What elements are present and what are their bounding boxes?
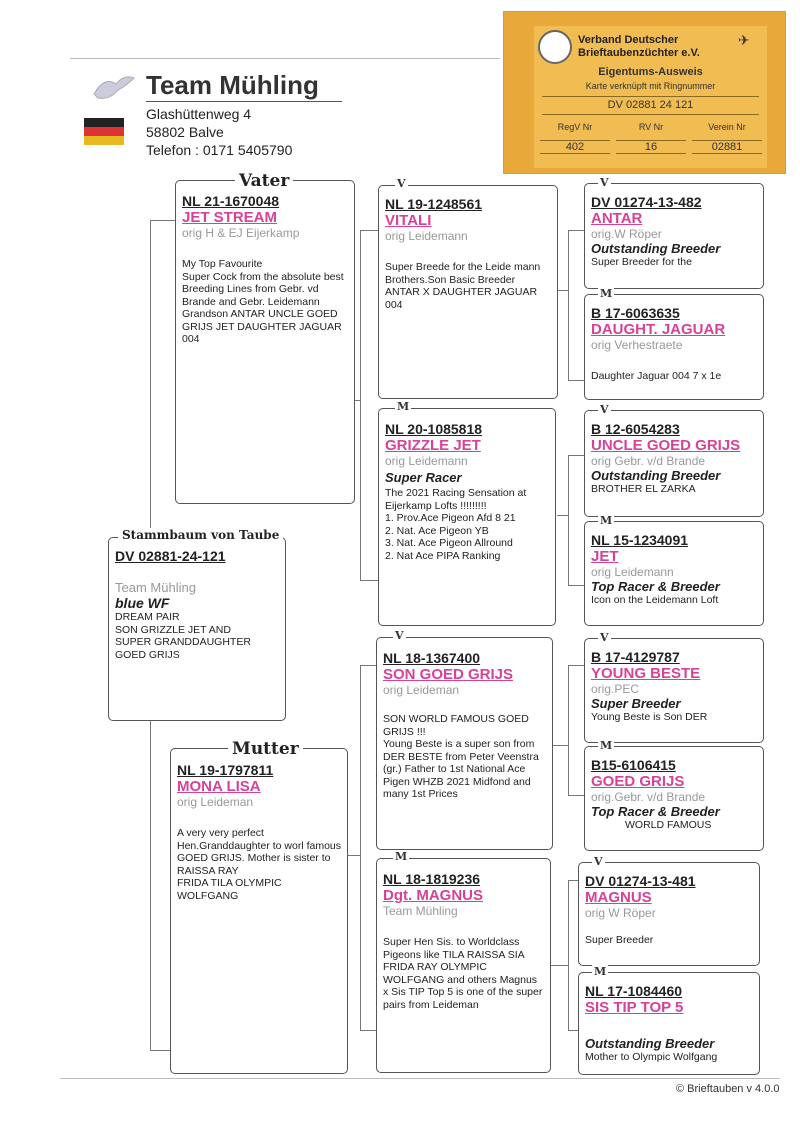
mmm-desc: Mother to Olympic Wolfgang: [585, 1051, 718, 1063]
connector: [150, 220, 176, 221]
mf-ring: NL 18-1367400: [383, 650, 481, 666]
fmf-title: Outstanding Breeder: [591, 468, 721, 483]
fmm-title: Top Racer & Breeder: [591, 579, 720, 594]
subject-color: blue WF: [115, 595, 170, 611]
connector: [568, 230, 584, 231]
fm-box[interactable]: [378, 408, 556, 626]
mfm-sym: M: [600, 739, 613, 752]
mmf-sym: V: [594, 855, 603, 868]
mfm-box[interactable]: [584, 746, 764, 851]
mm-ring: NL 18-1819236: [383, 871, 481, 887]
mmf-breeder: orig W Röper: [585, 906, 656, 920]
connector: [568, 455, 569, 585]
ownership-card: [503, 11, 786, 174]
ffm-ring: B 17-6063635: [591, 305, 680, 321]
mfm-ring: B15-6106415: [591, 757, 676, 773]
footer-rule: [60, 1078, 780, 1079]
mff-name: YOUNG BESTE: [591, 665, 701, 682]
connector: [360, 580, 378, 581]
connector: [568, 585, 584, 586]
card-verein-value: 02881: [692, 140, 762, 154]
fmm-ring: NL 15-1234091: [591, 532, 689, 548]
father-box[interactable]: [175, 180, 355, 504]
mfm-name: GOED GRIJS: [591, 773, 685, 790]
connector: [360, 1030, 376, 1031]
mff-sym: V: [600, 631, 609, 644]
mfm-title: Top Racer & Breeder: [591, 804, 720, 819]
fmf-box[interactable]: [584, 410, 764, 517]
ff-ring: NL 19-1248561: [385, 196, 483, 212]
fmm-sym: M: [600, 514, 613, 527]
mff-breeder: orig.PEC: [591, 682, 640, 696]
card-emblem-icon: [538, 30, 572, 64]
connector: [150, 720, 151, 1050]
mff-ring: B 17-4129787: [591, 649, 680, 665]
card-subtitle: Karte verknüpft mit Ringnummer: [585, 81, 716, 91]
fmm-name: JET: [591, 548, 619, 565]
card-org-line1: Verband Deutscher: [578, 34, 679, 46]
mf-box[interactable]: [376, 637, 553, 850]
subject-owner: Team Mühling: [115, 580, 196, 595]
card-rv-label: RV Nr: [638, 122, 664, 132]
mmf-ring: DV 01274-13-481: [585, 873, 696, 889]
mmm-name: SIS TIP TOP 5: [585, 999, 684, 1016]
team-name-underline: [146, 101, 342, 102]
mmm-title: Outstanding Breeder: [585, 1036, 715, 1051]
fmf-breeder: orig Gebr. v/d Brande: [591, 454, 706, 468]
subject-desc: DREAM PAIR SON GRIZZLE JET AND SUPER GRANDDAUGHTER GOED GRIJS: [115, 611, 251, 661]
connector: [568, 880, 569, 1030]
ffm-box[interactable]: [584, 294, 764, 400]
mmf-box[interactable]: [578, 862, 760, 966]
mmm-box[interactable]: [578, 972, 760, 1075]
ffm-sym: M: [600, 287, 613, 300]
card-ring: DV 02881 24 121: [607, 99, 694, 111]
card-org-line2: Brieftaubenzüchter e.V.: [578, 47, 700, 59]
logo-dove-icon: [88, 70, 138, 104]
fm-name: GRIZZLE JET: [385, 437, 481, 454]
connector: [568, 230, 569, 380]
card-title: Eigentums-Ausweis: [598, 66, 703, 78]
fff-box[interactable]: [584, 183, 764, 289]
mf-breeder: orig Leideman: [383, 683, 460, 697]
card-rv-value: 16: [616, 140, 686, 154]
mother-breeder: orig Leideman: [177, 795, 254, 809]
mff-desc: Young Beste is Son DER: [591, 711, 708, 723]
subject-ring: DV 02881-24-121: [115, 548, 226, 564]
vater-label: Vater: [235, 171, 293, 191]
card-inner: [534, 26, 767, 168]
fm-ring: NL 20-1085818: [385, 421, 483, 437]
header-rule: [70, 58, 500, 59]
flag-icon: [84, 118, 124, 145]
father-ring: NL 21-1670048: [182, 193, 280, 209]
father-breeder: orig H & EJ Eijerkamp: [182, 226, 300, 240]
mother-name: MONA LISA: [177, 778, 261, 795]
card-pigeon-icon: ✈: [738, 32, 750, 48]
mmf-name: MAGNUS: [585, 889, 652, 906]
mother-box[interactable]: [170, 748, 348, 1074]
mmf-desc: Super Breeder: [585, 934, 654, 946]
mm-desc: Super Hen Sis. to Worldclass Pigeons like TILA RAISSA SIA FRIDA RAY OLYMPIC WOLFGANG and others Magnus x Sis TIP Top 5 is one of the super pairs from Leideman: [383, 936, 543, 1011]
mff-box[interactable]: [584, 638, 764, 743]
mfm-breeder: orig.Gebr. v/d Brande: [591, 790, 706, 804]
mf-name: SON GOED GRIJS: [383, 666, 514, 683]
connector: [568, 665, 584, 666]
city: 58802 Balve: [146, 124, 224, 140]
mfm-desc: WORLD FAMOUS: [625, 819, 712, 831]
father-desc: My Top Favourite Super Cock from the absolute best Breeding Lines from Gebr. vd Brande and Gebr. Leidemann Grandson ANTAR UNCLE GOED GRIJS JET DAUGHTER JAGUAR 004: [182, 258, 344, 345]
connector: [360, 665, 376, 666]
father-name: JET STREAM: [182, 209, 278, 226]
fm-sym: M: [397, 400, 410, 413]
mf-desc: SON WORLD FAMOUS GOED GRIJS !!! Young Beste is a super son from DER BESTE from Peter Veenstra (gr.) Father to 1st National Ace Pigen WHZB 2021 Midfond and many 1st Prices: [383, 713, 539, 800]
mf-sym: V: [395, 629, 404, 642]
fmf-ring: B 12-6054283: [591, 421, 680, 437]
mother-desc: A very very perfect Hen.Granddaughter to worl famous GOED GRIJS. Mother is sister to RAISSA RAY FRIDA TILA OLYMPIC WOLFGANG: [177, 827, 342, 902]
connector: [553, 745, 568, 746]
ff-desc: Super Breede for the Leide mann Brothers.Son Basic Breeder ANTAR X DAUGHTER JAGUAR 004: [385, 261, 541, 311]
fmm-box[interactable]: [584, 521, 764, 626]
mmm-sym: M: [594, 965, 607, 978]
fm-title: Super Racer: [385, 470, 462, 485]
ff-box[interactable]: [378, 185, 558, 399]
card-regv-value: 402: [540, 140, 610, 154]
subject-box[interactable]: [108, 537, 286, 721]
fmf-name: UNCLE GOED GRIJS: [591, 437, 741, 454]
fff-name: ANTAR: [591, 210, 643, 227]
connector: [568, 380, 584, 381]
fff-desc: Super Breeder for the: [591, 256, 692, 268]
address: Glashüttenweg 4: [146, 106, 252, 122]
ff-name: VITALI: [385, 212, 432, 229]
connector: [150, 1050, 170, 1051]
connector: [360, 230, 361, 580]
ffm-name: DAUGHT. JAGUAR: [591, 321, 726, 338]
footer-copyright: © Brieftauben v 4.0.0: [676, 1083, 780, 1095]
connector: [557, 290, 568, 291]
mutter-label: Mutter: [228, 739, 303, 759]
fmf-sym: V: [600, 403, 609, 416]
card-verein-label: Verein Nr: [708, 122, 746, 132]
fmm-desc: Icon on the Leidemann Loft: [591, 594, 719, 606]
fff-title: Outstanding Breeder: [591, 241, 721, 256]
mmm-ring: NL 17-1084460: [585, 983, 683, 999]
fmf-desc: BROTHER EL ZARKA: [591, 483, 696, 495]
ff-sym: V: [397, 177, 406, 190]
connector: [557, 515, 568, 516]
mother-ring: NL 19-1797811: [177, 762, 274, 778]
mm-name: Dgt. MAGNUS: [383, 887, 483, 904]
mff-title: Super Breeder: [591, 696, 681, 711]
fff-sym: V: [600, 176, 609, 189]
mm-sym: M: [395, 850, 408, 863]
team-name: Team Mühling: [146, 70, 319, 100]
fmm-breeder: orig Leidemann: [591, 565, 674, 579]
mm-box[interactable]: [376, 858, 551, 1073]
fm-desc: The 2021 Racing Sensation at Eijerkamp Lofts !!!!!!!!! 1. Prov.Ace Pigeon Afd 8 21 2. Nat. Ace Pigeon YB 3. Nat. Ace Pigeon Allround 2. Nat Ace PIPA Ranking: [385, 487, 527, 562]
connector: [568, 795, 584, 796]
connector: [150, 220, 151, 540]
connector: [360, 665, 361, 1030]
connector: [568, 665, 569, 795]
mm-breeder: Team Mühling: [383, 904, 458, 918]
connector: [568, 455, 584, 456]
card-regv-label: RegV Nr: [557, 122, 593, 132]
connector: [551, 965, 568, 966]
fff-breeder: orig.W Röper: [591, 227, 662, 241]
stammbaum-label: Stammbaum von Taube: [118, 528, 283, 542]
ffm-desc: Daughter Jaguar 004 7 x 1e: [591, 370, 722, 382]
ff-breeder: orig Leidemann: [385, 229, 468, 243]
fm-breeder: orig Leidemann: [385, 454, 468, 468]
connector: [360, 230, 378, 231]
ffm-breeder: orig Verhestraete: [591, 338, 683, 352]
phone: Telefon : 0171 5405790: [146, 142, 293, 158]
connector: [348, 855, 360, 856]
fff-ring: DV 01274-13-482: [591, 194, 702, 210]
